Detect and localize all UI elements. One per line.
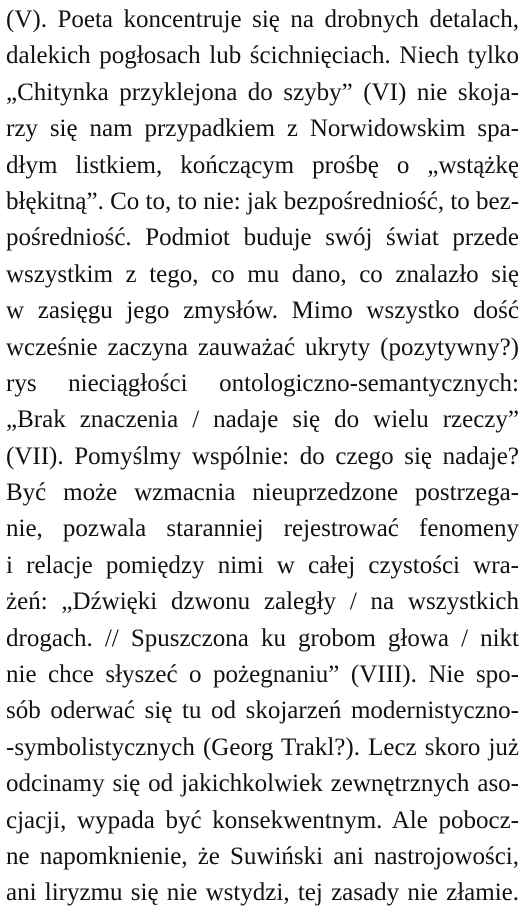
text-line: „Chitynka przyklejona do szyby” (VI) nie skoja-: [6, 78, 519, 106]
text-line: (V). Poeta koncentruje się na drobnych detalach,: [6, 6, 519, 33]
text-line: sób oderwać się tu od skojarzeń modernistyczno-: [6, 697, 519, 725]
text-line: Być może wzmacnia nieuprzedzone postrzega-: [6, 479, 519, 507]
text-line: rys nieciągłości ontologiczno-semantycznych:: [6, 369, 519, 397]
text-line: i relacje pomiędzy nimi w całej czystości wra-: [6, 551, 519, 579]
text-line: (VII). Pomyślmy wspólnie: do czego się nadaje?: [6, 442, 519, 470]
text-line: nie, pozwala staranniej rejestrować fenomeny: [6, 515, 519, 543]
text-line: nie chce słyszeć o pożegnaniu” (VIII). Nie spo-: [6, 661, 519, 689]
text-line: cjacji, wypada być konsekwentnym. Ale pobocz-: [6, 806, 519, 834]
body-text: [6, 2, 519, 912]
text-line: rzy się nam przypadkiem z Norwidowskim spa-: [6, 115, 519, 143]
text-line: drogach. // Spuszczona ku grobom głowa / nikt: [6, 624, 519, 652]
text-line: -symbolistycznych (Georg Trakl?). Lecz skoro już: [6, 733, 519, 761]
text-line: wcześnie zaczyna zauważać ukryty (pozytywny?): [6, 333, 519, 361]
text-line: „Brak znaczenia / nadaje się do wielu rzeczy”: [6, 406, 519, 434]
text-line: dalekich pogłosach lub ścichnięciach. Niech tylko: [6, 42, 519, 70]
text-line: błękitną”. Co to, to nie: jak bezpośredniość, to bez-: [6, 187, 519, 215]
text-line: w zasięgu jego zmysłów. Mimo wszystko dość: [6, 297, 519, 325]
text-line: pośredniość. Podmiot buduje swój świat przede: [6, 224, 519, 252]
text-line: wszystkim z tego, co mu dano, co znalazło się: [6, 260, 519, 288]
text-line: żeń: „Dźwięki dzwonu zaległy / na wszystkich: [6, 588, 519, 616]
text-line: ani liryzmu się nie wstydzi, tej zasady nie złamie.: [6, 879, 519, 907]
text-line: dłym listkiem, kończącym prośbę o „wstążkę: [6, 151, 519, 179]
text-line: ne napomknienie, że Suwiński ani nastrojowości,: [6, 842, 519, 870]
text-line: odcinamy się od jakichkolwiek zewnętrznych aso-: [6, 770, 519, 798]
